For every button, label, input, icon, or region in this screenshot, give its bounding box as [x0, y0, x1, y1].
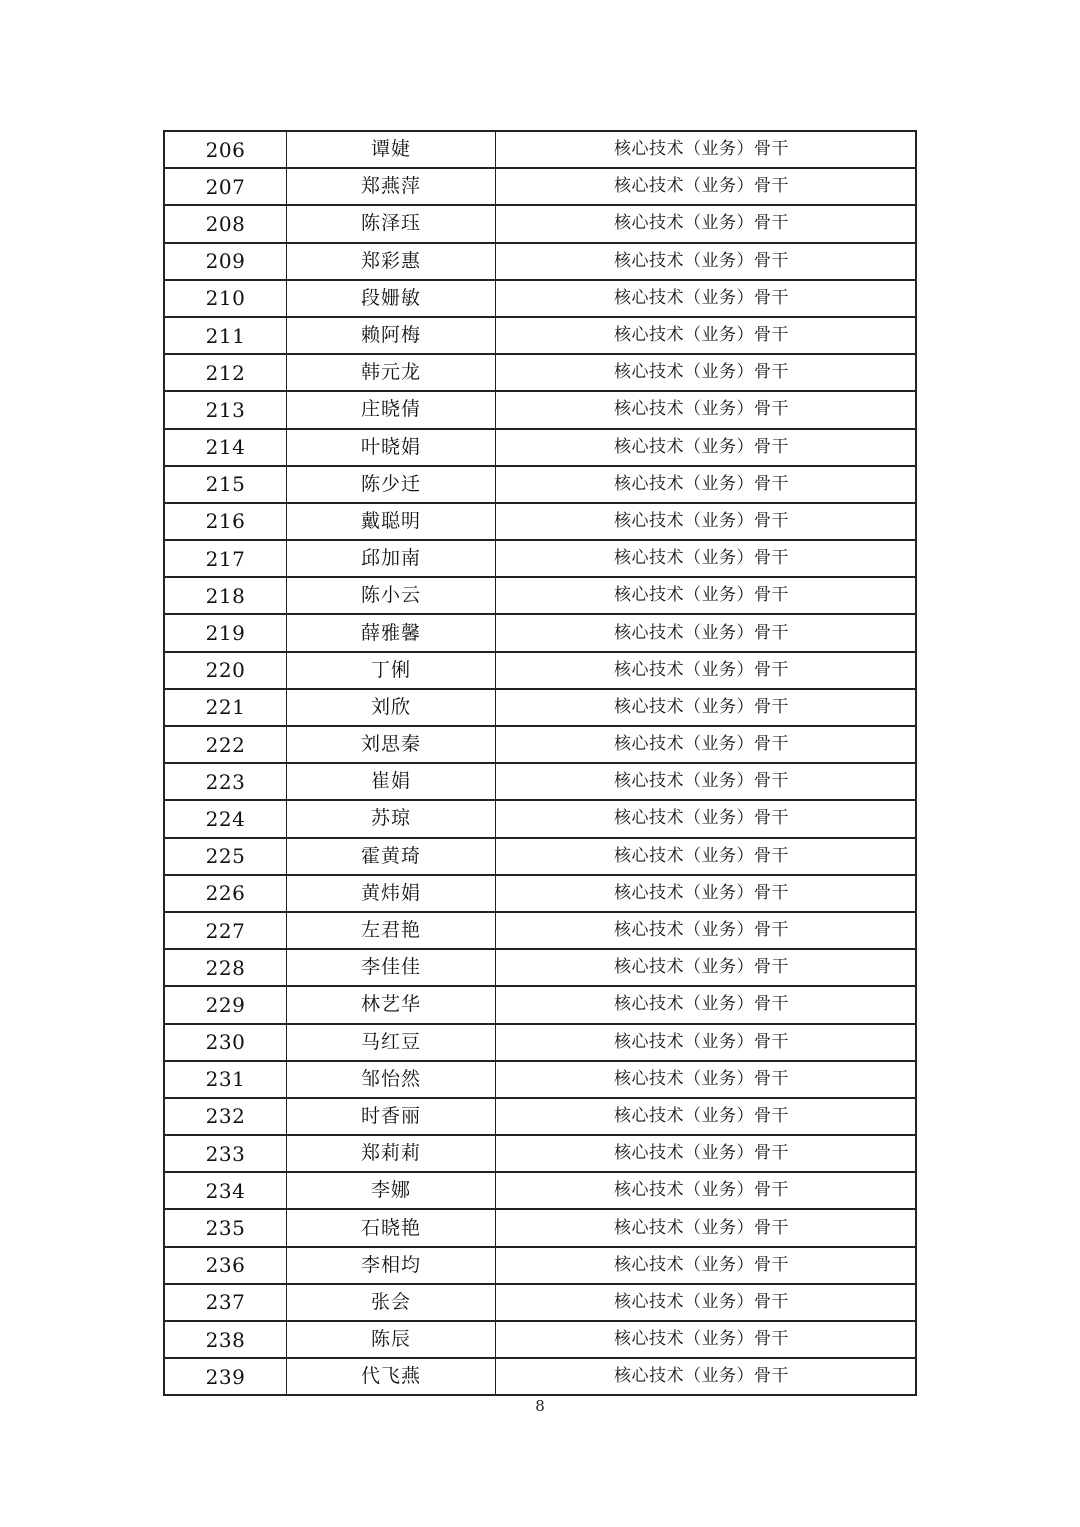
row-number-cell: 207	[164, 168, 287, 205]
row-number-cell: 213	[164, 391, 287, 428]
table-row	[164, 466, 916, 503]
name-cell: 代飞燕	[287, 1358, 496, 1395]
table-row	[164, 986, 916, 1023]
category-cell	[496, 986, 917, 1023]
category-cell	[496, 1024, 917, 1061]
table-row	[164, 317, 916, 354]
name-cell: 林艺华	[287, 986, 496, 1023]
name-cell: 马红豆	[287, 1024, 496, 1061]
row-number-cell: 225	[164, 838, 287, 875]
category-text: 核心技术（业务）骨干	[614, 176, 789, 197]
name-cell: 薛雅馨	[287, 614, 496, 651]
table-row	[164, 429, 916, 466]
category-cell	[496, 1209, 917, 1246]
name-cell: 李相均	[287, 1247, 496, 1284]
category-text: 核心技术（业务）骨干	[614, 213, 789, 234]
name-cell: 谭婕	[287, 131, 496, 168]
table-row	[164, 1024, 916, 1061]
name-cell: 叶晓娟	[287, 429, 496, 466]
category-cell	[496, 875, 917, 912]
table-row	[164, 1284, 916, 1321]
table-body	[164, 131, 916, 1395]
category-cell	[496, 391, 917, 428]
category-text: 核心技术（业务）骨干	[614, 1031, 789, 1052]
table-row	[164, 726, 916, 763]
category-text: 核心技术（业务）骨干	[614, 510, 789, 531]
row-number-cell: 232	[164, 1098, 287, 1135]
category-text: 核心技术（业务）骨干	[614, 659, 789, 680]
name-cell: 郑莉莉	[287, 1135, 496, 1172]
category-cell	[496, 912, 917, 949]
name-cell: 霍黄琦	[287, 838, 496, 875]
row-number-cell: 227	[164, 912, 287, 949]
name-cell: 李佳佳	[287, 949, 496, 986]
category-cell	[496, 1135, 917, 1172]
row-number-cell: 234	[164, 1172, 287, 1209]
category-text: 核心技术（业务）骨干	[614, 399, 789, 420]
row-number-cell: 223	[164, 763, 287, 800]
category-cell	[496, 131, 917, 168]
row-number-cell: 221	[164, 689, 287, 726]
category-cell	[496, 1061, 917, 1098]
category-text: 核心技术（业务）骨干	[614, 473, 789, 494]
name-cell: 苏琼	[287, 800, 496, 837]
category-text: 核心技术（业务）骨干	[614, 287, 789, 308]
table-row	[164, 763, 916, 800]
table-row	[164, 614, 916, 651]
table-row	[164, 1209, 916, 1246]
name-cell: 丁俐	[287, 652, 496, 689]
row-number-cell: 219	[164, 614, 287, 651]
category-cell	[496, 652, 917, 689]
table-row	[164, 1247, 916, 1284]
table-row	[164, 391, 916, 428]
row-number-cell: 224	[164, 800, 287, 837]
category-text: 核心技术（业务）骨干	[614, 1105, 789, 1126]
category-text: 核心技术（业务）骨干	[614, 771, 789, 792]
row-number-cell: 230	[164, 1024, 287, 1061]
name-cell: 郑燕萍	[287, 168, 496, 205]
table-row	[164, 838, 916, 875]
table-row	[164, 1172, 916, 1209]
table-row	[164, 912, 916, 949]
category-text: 核心技术（业务）骨干	[614, 250, 789, 271]
row-number-cell: 226	[164, 875, 287, 912]
category-cell	[496, 503, 917, 540]
category-cell	[496, 614, 917, 651]
table-row	[164, 1358, 916, 1395]
category-text: 核心技术（业务）骨干	[614, 1180, 789, 1201]
category-cell	[496, 577, 917, 614]
category-text: 核心技术（业务）骨干	[614, 585, 789, 606]
category-cell	[496, 800, 917, 837]
name-cell: 李娜	[287, 1172, 496, 1209]
row-number-cell: 218	[164, 577, 287, 614]
name-cell: 郑彩惠	[287, 243, 496, 280]
category-text: 核心技术（业务）骨干	[614, 845, 789, 866]
row-number-cell: 215	[164, 466, 287, 503]
category-cell	[496, 540, 917, 577]
table-row	[164, 577, 916, 614]
name-cell: 石晓艳	[287, 1209, 496, 1246]
row-number-cell: 217	[164, 540, 287, 577]
table-row	[164, 540, 916, 577]
category-text: 核心技术（业务）骨干	[614, 436, 789, 457]
row-number-cell: 220	[164, 652, 287, 689]
row-number-cell: 214	[164, 429, 287, 466]
row-number-cell: 239	[164, 1358, 287, 1395]
table-row	[164, 280, 916, 317]
table-row	[164, 689, 916, 726]
category-cell	[496, 1247, 917, 1284]
table-row	[164, 243, 916, 280]
name-cell: 陈少迁	[287, 466, 496, 503]
table-row	[164, 1061, 916, 1098]
category-cell	[496, 1172, 917, 1209]
name-cell: 赖阿梅	[287, 317, 496, 354]
category-text: 核心技术（业务）骨干	[614, 1254, 789, 1275]
category-text: 核心技术（业务）骨干	[614, 1329, 789, 1350]
name-cell: 戴聪明	[287, 503, 496, 540]
row-number-cell: 231	[164, 1061, 287, 1098]
category-cell	[496, 1284, 917, 1321]
category-text: 核心技术（业务）骨干	[614, 920, 789, 941]
row-number-cell: 211	[164, 317, 287, 354]
category-cell	[496, 205, 917, 242]
category-text: 核心技术（业务）骨干	[614, 1143, 789, 1164]
row-number-cell: 238	[164, 1321, 287, 1358]
table-row	[164, 800, 916, 837]
category-cell	[496, 949, 917, 986]
row-number-cell: 206	[164, 131, 287, 168]
category-cell	[496, 726, 917, 763]
category-text: 核心技术（业务）骨干	[614, 622, 789, 643]
category-text: 核心技术（业务）骨干	[614, 139, 789, 160]
row-number-cell: 210	[164, 280, 287, 317]
row-number-cell: 237	[164, 1284, 287, 1321]
personnel-table	[163, 130, 917, 1396]
category-cell	[496, 1358, 917, 1395]
name-cell: 段姗敏	[287, 280, 496, 317]
row-number-cell: 228	[164, 949, 287, 986]
name-cell: 庄晓倩	[287, 391, 496, 428]
table-row	[164, 1098, 916, 1135]
row-number-cell: 235	[164, 1209, 287, 1246]
row-number-cell: 236	[164, 1247, 287, 1284]
name-cell: 刘欣	[287, 689, 496, 726]
name-cell: 韩元龙	[287, 354, 496, 391]
category-text: 核心技术（业务）骨干	[614, 325, 789, 346]
category-cell	[496, 168, 917, 205]
table-row	[164, 205, 916, 242]
table-row	[164, 875, 916, 912]
name-cell: 刘思秦	[287, 726, 496, 763]
category-cell	[496, 466, 917, 503]
category-cell	[496, 1321, 917, 1358]
table-row	[164, 949, 916, 986]
table-row	[164, 1321, 916, 1358]
row-number-cell: 229	[164, 986, 287, 1023]
category-cell	[496, 838, 917, 875]
category-text: 核心技术（业务）骨干	[614, 362, 789, 383]
category-text: 核心技术（业务）骨干	[614, 882, 789, 903]
category-cell	[496, 1098, 917, 1135]
row-number-cell: 216	[164, 503, 287, 540]
table-row	[164, 652, 916, 689]
category-text: 核心技术（业务）骨干	[614, 548, 789, 569]
row-number-cell: 233	[164, 1135, 287, 1172]
category-text: 核心技术（业务）骨干	[614, 1217, 789, 1238]
name-cell: 时香丽	[287, 1098, 496, 1135]
table-row	[164, 131, 916, 168]
category-cell	[496, 317, 917, 354]
category-cell	[496, 243, 917, 280]
category-cell	[496, 354, 917, 391]
name-cell: 张会	[287, 1284, 496, 1321]
name-cell: 陈小云	[287, 577, 496, 614]
name-cell: 邱加南	[287, 540, 496, 577]
category-text: 核心技术（业务）骨干	[614, 994, 789, 1015]
category-text: 核心技术（业务）骨干	[614, 957, 789, 978]
table-row	[164, 503, 916, 540]
name-cell: 崔娟	[287, 763, 496, 800]
row-number-cell: 222	[164, 726, 287, 763]
category-text: 核心技术（业务）骨干	[614, 696, 789, 717]
category-text: 核心技术（业务）骨干	[614, 808, 789, 829]
category-text: 核心技术（业务）骨干	[614, 1068, 789, 1089]
row-number-cell: 209	[164, 243, 287, 280]
category-cell	[496, 763, 917, 800]
name-cell: 黄炜娟	[287, 875, 496, 912]
name-cell: 陈泽珏	[287, 205, 496, 242]
name-cell: 左君艳	[287, 912, 496, 949]
category-text: 核心技术（业务）骨干	[614, 1366, 789, 1387]
name-cell: 陈辰	[287, 1321, 496, 1358]
category-cell	[496, 429, 917, 466]
table-row	[164, 1135, 916, 1172]
table-row	[164, 168, 916, 205]
row-number-cell: 212	[164, 354, 287, 391]
page-number: 8	[535, 1397, 545, 1415]
category-cell	[496, 689, 917, 726]
name-cell: 邹怡然	[287, 1061, 496, 1098]
category-text: 核心技术（业务）骨干	[614, 1291, 789, 1312]
category-text: 核心技术（业务）骨干	[614, 734, 789, 755]
row-number-cell: 208	[164, 205, 287, 242]
category-cell	[496, 280, 917, 317]
table-row	[164, 354, 916, 391]
